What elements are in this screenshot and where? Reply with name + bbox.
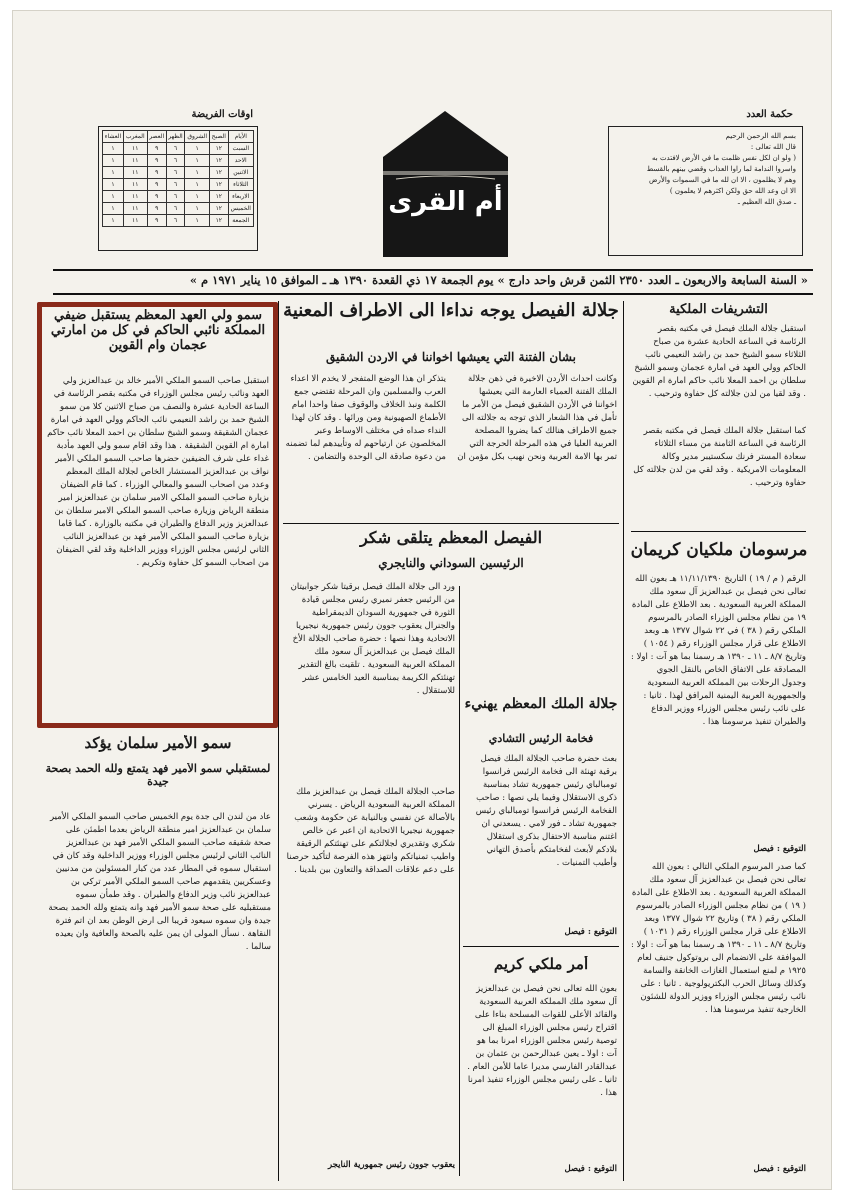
prayer-times-table: [102, 130, 254, 227]
column-divider-left: [278, 301, 279, 1181]
verse-line: ـ صدق الله العظيم ـ: [737, 198, 796, 206]
prayer-table-cell: ١٢: [210, 167, 228, 179]
prayer-table-cell: ٩: [147, 167, 166, 179]
prayer-table-cell: ١٢: [210, 143, 228, 155]
royal-ceremonies-text-2: كما استقبل جلالة الملك فيصل في مكتبه بقصر الرئاسة في الساعة الثامنة من مساء الثلاثاء سعادة المستر فرنك سكستيبر مدير وكالة المعلومات الامريكية . وقد لقي من لدن جلالته كل حفاوة وترحيب .: [633, 426, 806, 488]
prayer-times-header: [103, 131, 254, 143]
rule: [283, 523, 619, 524]
prayer-table-cell: ١: [185, 155, 210, 167]
verse-line: واسروا الندامة لما راوا العذاب وقضي بينهم بالقسط: [646, 165, 796, 173]
newspaper-page: [12, 10, 832, 1190]
kaaba-logo-icon: [378, 109, 513, 259]
prayer-table-cell: ١٢: [210, 179, 228, 191]
prayer-table-cell: ١٢: [210, 203, 228, 215]
prayer-table-header-cell: العشاء: [103, 131, 124, 143]
prayer-table-row: [103, 191, 254, 203]
prayer-table-row: [103, 167, 254, 179]
prince-salman-subheadline: لمستقبلي سمو الأمير فهد يتمتع ولله الحمد بصحة جيدة: [45, 763, 271, 788]
prayer-table-cell: ١: [185, 143, 210, 155]
prayer-table-cell: ١١: [123, 155, 147, 167]
prayer-table-cell: ١: [103, 155, 124, 167]
verse-box: [608, 126, 803, 256]
prayer-table-cell: ٦: [166, 215, 185, 227]
prayer-table-cell: ١: [103, 143, 124, 155]
prayer-table-cell: ٦: [166, 155, 185, 167]
prayer-table-row: [103, 179, 254, 191]
prayer-table-cell: الاحد: [228, 155, 254, 167]
verse-lines: [615, 131, 796, 208]
prayer-table-header-cell: المغرب: [123, 131, 147, 143]
prayer-table-cell: ١: [103, 203, 124, 215]
royal-decrees-headline: مرسومان ملكيان كريمان: [630, 541, 808, 560]
royal-ceremonies-title: التشريفات الملكية: [669, 303, 768, 317]
prayer-table-cell: ١١: [123, 143, 147, 155]
main-subheadline: بشأن الفتنة التي يعيشها اخواننا في الاردن الشقيق: [326, 351, 576, 364]
crown-prince-headline: سمو ولي العهد المعظم يستقبل ضيفي المملكة نائبي الحاكم في كل من امارتي عجمان وام القوين: [50, 309, 266, 353]
crown-prince-article-text: استقبل صاحب السمو الملكي الأمير خالد بن عبدالعزيز ولي العهد ونائب رئيس مجلس الوزراء في مكتبه بقصر الرئاسة في الساعة الحادية عشرة والنصف من صباح الاثنين كلا من سمو الشيخ حمد بن راشد النعيمي نائب الحاكم وولي العهد في امارة عجمان الشقيقة وسمو الشيخ سلطان بن احمد المعلا نائب حاكم امارة ام القوين الشقيقة . هذا وقد اقام سمو ولي العهد مأدبة غداء على شرف الضيفين حضرها صاحب السمو الملكي الأمير نواف بن عبدالعزيز المستشار الخاص لجلالة الملك المعظم وعدد من اصحاب السمو والمعالي الوزراء . كما قام الضيفان بزيارة صاحب السمو الملكي الامير سلمان بن عبدالعزيز امير منطقة الرياض وزيارة صاحب السمو الملكي الامير سلطان بن عبدالعزيز وزير الدفاع والطيران في مكتبه بالوزارة . كما قاما بزيارة صاحب السمو الملكي الأمير فهد بن عبدالعزيز النائب الثاني لرئيس مجلس الوزراء ووزير الداخلية وقد لقي الضيفان من اصحاب السمو كل حفاوة وتكريم .: [47, 376, 269, 568]
dateline: « السنة السابعة والاربعون ـ العدد ٢٣٥٠ الثمن قرش واحد دارج » يوم الجمعة ١٧ ذي القعدة ١٣٩٠ هـ ـ الموافق ١٥ يناير ١٩٧١ م »: [189, 273, 808, 287]
masthead-logo: [378, 109, 513, 259]
prayer-table-cell: ١١: [123, 215, 147, 227]
prayer-table-cell: ٦: [166, 191, 185, 203]
prayer-table-cell: ٩: [147, 143, 166, 155]
prayer-table-cell: ١٢: [210, 191, 228, 203]
prayer-table-header-cell: العصر: [147, 131, 166, 143]
masthead-rule-top: [53, 269, 813, 271]
prayer-table-cell: ١٢: [210, 215, 228, 227]
decree-1-text: الرقم ( م / ١٩ ) التاريخ ١١/١١/١٣٩٠ هـ بعون الله تعالى نحن فيصل بن عبدالعزيز آل سعود ملك المملكة العربية السعودية . بعد الاطلاع على المادة ١٩ من نظام مجلس الوزراء الصادر بالمرسوم الملكي رقم ( ٣٨ ) في ٢٢ شوال ١٣٧٧ هـ وبعد الاطلاع على قرار مجلس الوزراء رقم ( ١٠٥٤ ) وتاريخ ٨/٧ ـ ١١ ـ ١٣٩٠ هـ رسمنا بما هو آت : اولا : المصادقة على الاتفاق الخاص بالنقل الجوي وجدول الرحلات بين المملكة العربية السعودية والجمهورية العربية اليمنية المرافق لهذا . ثانيا : على نائب رئيس مجلس الوزراء ووزير الدفاع والطيران تنفيذ مرسومنا هذا .: [631, 574, 806, 727]
right-box-title: حكمة العدد: [746, 109, 793, 120]
verse-line: قال الله تعالى :: [750, 143, 796, 151]
prayer-table-cell: ١١: [123, 203, 147, 215]
prince-salman-article-text: عاد من لندن الى جدة يوم الخميس صاحب السمو الملكي الأمير سلمان بن عبدالعزيز امير منطقة الرياض بعدما اطمئن على صحة شقيقه صاحب السمو الملكي الأمير فهد بن عبدالعزيز النائب الثاني لرئيس مجلس الوزراء ووزير الداخلية وقد كان في استقبال سموه في المطار عدد من كبار المسئولين من مدنيين وعسكريين يتقدمهم صاحب السمو الملكي الأمير تركي بن عبدالعزيز نائب وزير الدفاع والطيران . وقد طمأن سموه مستقبليه على صحة سمو الأمير فهد وانه يتمتع ولله الحمد بصحة جيدة وان سموه سيعود قريبا الى ارض الوطن بعد ان اتم فترة النقاهة . نسأل المولى ان يمن عليه بالصحة والعافية وان يعيده سالما .: [48, 812, 271, 952]
prayer-table-cell: ٦: [166, 167, 185, 179]
prayer-table-cell: ١: [185, 215, 210, 227]
nigeria-reply-signature: يعقوب جوون رئيس جمهورية النايجر: [327, 1160, 455, 1170]
prince-salman-headline: سمو الأمير سلمان يؤكد: [84, 735, 232, 752]
greeting-subheadline: فخامة الرئيس التشادي: [488, 733, 594, 745]
prayer-table-cell: الجمعة: [228, 215, 254, 227]
prayer-table-cell: الثلاثاء: [228, 179, 254, 191]
prayer-table-cell: ١١: [123, 191, 147, 203]
prayer-table-row: [103, 203, 254, 215]
inner-divider: [459, 586, 460, 1176]
decree-1-signature: التوقيع : فيصل: [753, 844, 806, 854]
verse-line: ( ولو ان لكل نفس ظلمت ما في الأرض لافتدت به: [652, 154, 796, 162]
prayer-table-cell: السبت: [228, 143, 254, 155]
highlight-frame: [37, 302, 278, 728]
prayer-table-cell: ٩: [147, 203, 166, 215]
prayer-table-cell: ١: [103, 215, 124, 227]
left-box-title: اوقات الفريضة: [191, 109, 253, 120]
greeting-article-text: بعث حضرة صاحب الجلالة الملك فيصل برقية تهنئة الى فخامة الرئيس فرانسوا تومبالباي رئيس جمهورية تشاد بمناسبة ذكرى الاستقلال وفيما يلي نصها : صاحب الفخامة الرئيس فرانسوا تومبالباي رئيس جمهورية تشاد ـ فور لامي . يسعدني ان اغتنم مناسبة الاحتفال بذكرى استقلال بلادكم لأبعث لفخامتكم بأصدق التهاني وأطيب التمنيات .: [475, 754, 617, 868]
prayer-table-header-cell: الصبح: [210, 131, 228, 143]
decree-2-text: كما صدر المرسوم الملكي التالي : بعون الله تعالى نحن فيصل بن عبدالعزيز آل سعود ملك المملكة العربية السعودية . بعد الاطلاع على المادة ( ١٩ ) من نظام مجلس الوزراء الصادر بالمرسوم الملكي رقم ( ٣٨ ) وتاريخ ٢٢ شوال ١٣٧٧ وبعد الاطلاع على قرار مجلس الوزراء رقم ( ١٠٣١ ) وتاريخ ٨/٧ ـ ١١ ـ ١٣٩٠ هـ رسمنا بما هو آت : اولا : الموافقة على الانضمام الى بروتوكول جنيف لعام ١٩٢٥ م لمنع استعمال الغازات الخانقة والسامة وكذلك وسائل الحرب البكتريولوجية . ثانيا : على نائب رئيس مجلس الوزراء ووزير الدولة للشئون الخارجية تنفيذ مرسومنا هذا .: [631, 862, 806, 1015]
main-headline: جلالة الفيصل يوجه نداءا الى الاطراف المعنية: [283, 301, 619, 321]
prayer-table-cell: ١١: [123, 167, 147, 179]
prayer-table-cell: ٦: [166, 203, 185, 215]
prayer-table-cell: الاثنين: [228, 167, 254, 179]
prayer-table-header-cell: الأيام: [228, 131, 254, 143]
prayer-table-row: [103, 155, 254, 167]
prayer-table-cell: ١: [185, 167, 210, 179]
rule: [631, 531, 806, 532]
prayer-table-row: [103, 215, 254, 227]
column-divider-right: [623, 301, 624, 1181]
rule: [463, 946, 619, 947]
prayer-table-cell: ٦: [166, 143, 185, 155]
prayer-table-cell: ١: [185, 203, 210, 215]
prayer-table-cell: ١: [103, 179, 124, 191]
prayer-table-cell: الخميس: [228, 203, 254, 215]
nigeria-reply-text: صاحب الجلالة الملك فيصل بن عبدالعزيز ملك المملكة العربية السعودية الرياض . يسرني بالأصالة عن نفسي وبالنيابة عن حكومة وشعب جمهورية نيجيريا الاتحادية ان اعبر عن خالص شكري وتقديري لجلالتكم على تهنئتكم الرقيقة واطيب تمنياتكم وانتهز هذه الفرصة لتأكيد حرصنا على دعم علاقات الصداقة والتعاون بين بلدينا .: [286, 787, 455, 875]
prayer-table-cell: ٩: [147, 191, 166, 203]
prayer-table-cell: ٩: [147, 215, 166, 227]
prayer-table-row: [103, 143, 254, 155]
prayer-table-cell: ١٢: [210, 155, 228, 167]
prayer-table-cell: ١: [185, 179, 210, 191]
verse-line: الا ان وعد الله حق ولكن اكثرهم لا يعلمون ): [669, 187, 796, 195]
main-article-text: وكانت احداث الأردن الاخيرة في ذهن جلالة الملك الفتنة العمياء العارمة التي يعيشها اخواننا في الأردن الشقيق فيصل من الأمر ما تأمل في هذا الشعار الذي توجه به جلالته الى جميع الاطراف هنالك كما يضروا المصلحة العربية العليا في هذه المرحلة الحرجة التي تمر بها الامة العربية ونحن نهيب بكل مؤمن ان يتذكر ان هذا الوضع المتفجر لا يخدم الا اعداء العرب والمسلمين وان المرحلة تقتضي جمع الكلمة ونبذ الخلاف والوقوف صفا واحدا امام الأطماع الصهيونية ومن ورائها . وقد كان لهذا النداء صداه في مختلف الاوساط وعبر المخلصون عن ارتياحهم له وتأييدهم لما تضمنه من دعوة صادقة الى الوحدة والتضامن .: [285, 374, 617, 462]
masthead-rule-bottom: [53, 293, 813, 295]
prayer-table-cell: ١: [103, 167, 124, 179]
royal-order-text: بعون الله تعالى نحن فيصل بن عبدالعزيز آل سعود ملك المملكة العربية السعودية والقائد الأعلى للقوات المسلحة بناءا على اقتراح رئيس مجلس الوزراء المبلغ الى توصية رئيس مجلس الوزراء امرنا بما هو آت : اولا ـ يعين عبدالرحمن بن عثمان بن عبدالقادر الفارسي مديرا عاما للأمن العام . ثانيا ـ على رئيس مجلس الوزراء تنفيذ امرنا هذا .: [467, 984, 617, 1098]
prayer-table-cell: ٩: [147, 179, 166, 191]
prayer-table-cell: ١: [103, 191, 124, 203]
greeting-headline: جلالة الملك المعظم يهنيء: [464, 696, 618, 712]
royal-ceremonies-text: استقبل جلالة الملك فيصل في مكتبه بقصر الرئاسة في الساعة الحادية عشرة من صباح الثلاثاء سمو الشيخ حمد بن راشد النعيمي نائب الحاكم وولي العهد في امارة عجمان وسمو الشيخ سلطان بن احمد المعلا نائب حاكم امارة ام القوين . وقد لقيا من لدن جلالته كل حفاوة وترحيب .: [632, 324, 806, 399]
thanks-subheadline: الرئيسين السوداني والنايجري: [378, 557, 524, 570]
thanks-headline: الفيصل المعظم يتلقى شكر: [359, 529, 543, 547]
prayer-table-cell: الاربعاء: [228, 191, 254, 203]
prayer-table-cell: ٩: [147, 155, 166, 167]
royal-order-signature: التوقيع : فيصل: [564, 1164, 617, 1174]
prayer-table-header-cell: الشروق: [185, 131, 210, 143]
royal-order-headline: أمر ملكي كريم: [493, 956, 589, 973]
prayer-times-box: [98, 126, 258, 251]
prayer-table-header-cell: الظهر: [166, 131, 185, 143]
masthead-title: أم القرى: [388, 187, 503, 217]
verse-line: وهم لا يظلمون ، الا ان لله ما في السموات والأرض: [648, 176, 796, 184]
greeting-signature: التوقيع : فيصل: [564, 927, 617, 937]
prayer-table-cell: ٦: [166, 179, 185, 191]
verse-line: بسم الله الرحمن الرحيم: [725, 132, 796, 140]
thanks-article-text: ورد الى جلالة الملك فيصل برقيتا شكر جوابيتان من الرئيس جعفر نميري رئيس مجلس قيادة الثورة في جمهورية السودان الديمقراطية والجنرال يعقوب جوون رئيس جمهورية نيجيريا الاتحادية وهذا نصها : حضرة صاحب الجلالة الأخ الملك فيصل بن عبدالعزيز آل سعود ملك المملكة العربية السعودية . تلقيت بالغ التقدير تهنئتكم الكريمة بمناسبة العيد الخامس عشر للاستقلال .: [290, 582, 455, 696]
prayer-table-cell: ١: [185, 191, 210, 203]
prayer-table-cell: ١١: [123, 179, 147, 191]
decree-2-signature: التوقيع : فيصل: [753, 1164, 806, 1174]
